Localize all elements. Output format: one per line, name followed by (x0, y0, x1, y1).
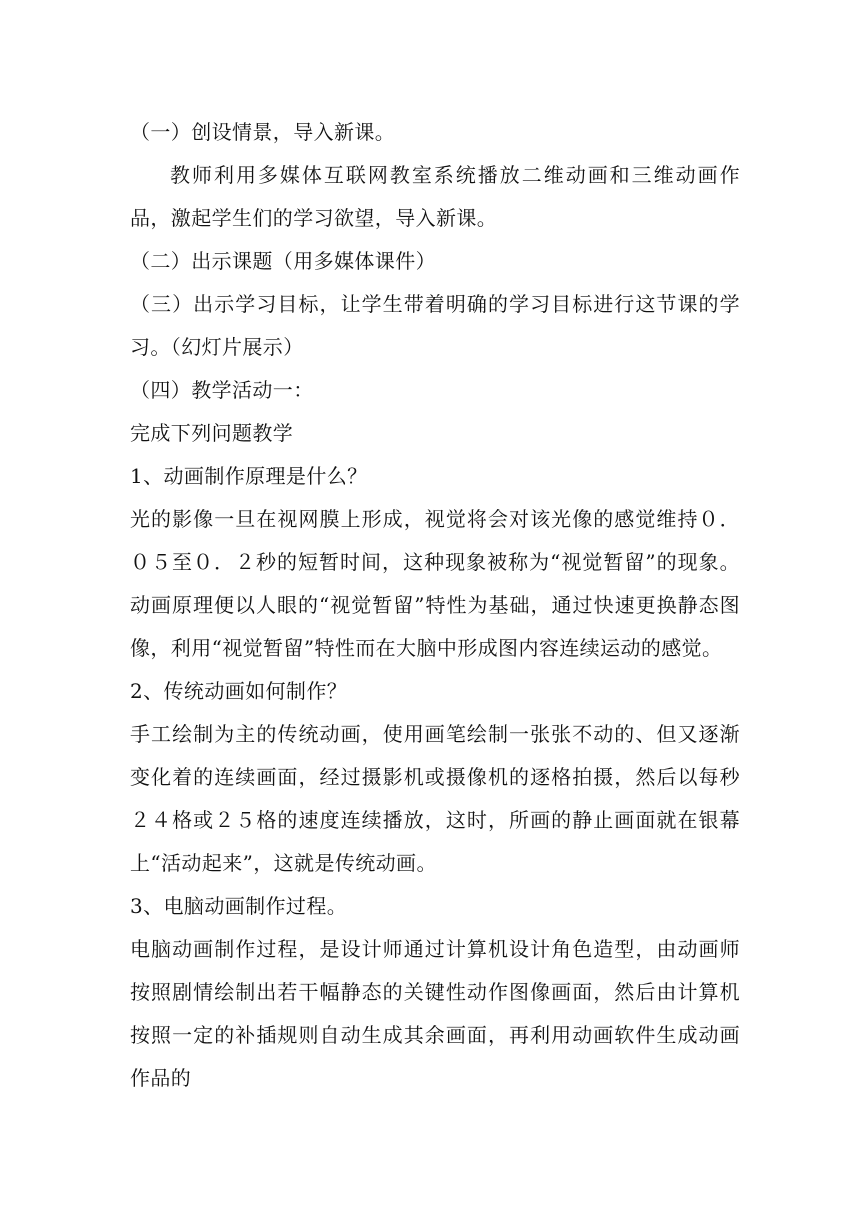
answer-1: 光的影像一旦在视网膜上形成，视觉将会对该光像的感觉维持０．０５至０．２秒的短暂时间，这种现象被称为“视觉暂留”的现象。动画原理便以人眼的“视觉暂留”特性为基础，通过快速更换静态图像，利用“视觉暂留”特性而在大脑中形成图内容连续运动的感觉。 (130, 507, 740, 660)
section-heading-4: （四）教学活动一： (130, 378, 314, 402)
body-paragraph-intro: 教师利用多媒体互联网教室系统播放二维动画和三维动画作品，激起学生们的学习欲望，导入新课。 (130, 163, 740, 230)
body-line-task: 完成下列问题教学 (130, 421, 294, 445)
section-heading-2: （二）出示课题（用多媒体课件） (130, 249, 436, 273)
section-heading-1: （一）创设情景，导入新课。 (130, 120, 396, 144)
answer-2: 手工绘制为主的传统动画，使用画笔绘制一张张不动的、但又逐渐变化着的连续画面，经过摄影机或摄像机的逐格拍摄，然后以每秒２４格或２５格的速度连续播放，这时，所画的静止画面就在银幕上“活动起来”，这就是传统动画。 (130, 722, 740, 875)
question-2: 2、传统动画如何制作？ (130, 679, 348, 703)
document-body (130, 111, 740, 1100)
answer-3: 电脑动画制作过程，是设计师通过计算机设计角色造型，由动画师按照剧情绘制出若干幅静态的关键性动作图像画面，然后由计算机按照一定的补插规则自动生成其余画面，再利用动画软件生成动画作品的 (130, 937, 740, 1090)
question-3: 3、电脑动画制作过程。 (130, 894, 348, 918)
section-heading-3: （三）出示学习目标，让学生带着明确的学习目标进行这节课的学习。（幻灯片展示） (130, 292, 740, 359)
question-1: 1、动画制作原理是什么？ (130, 464, 368, 488)
